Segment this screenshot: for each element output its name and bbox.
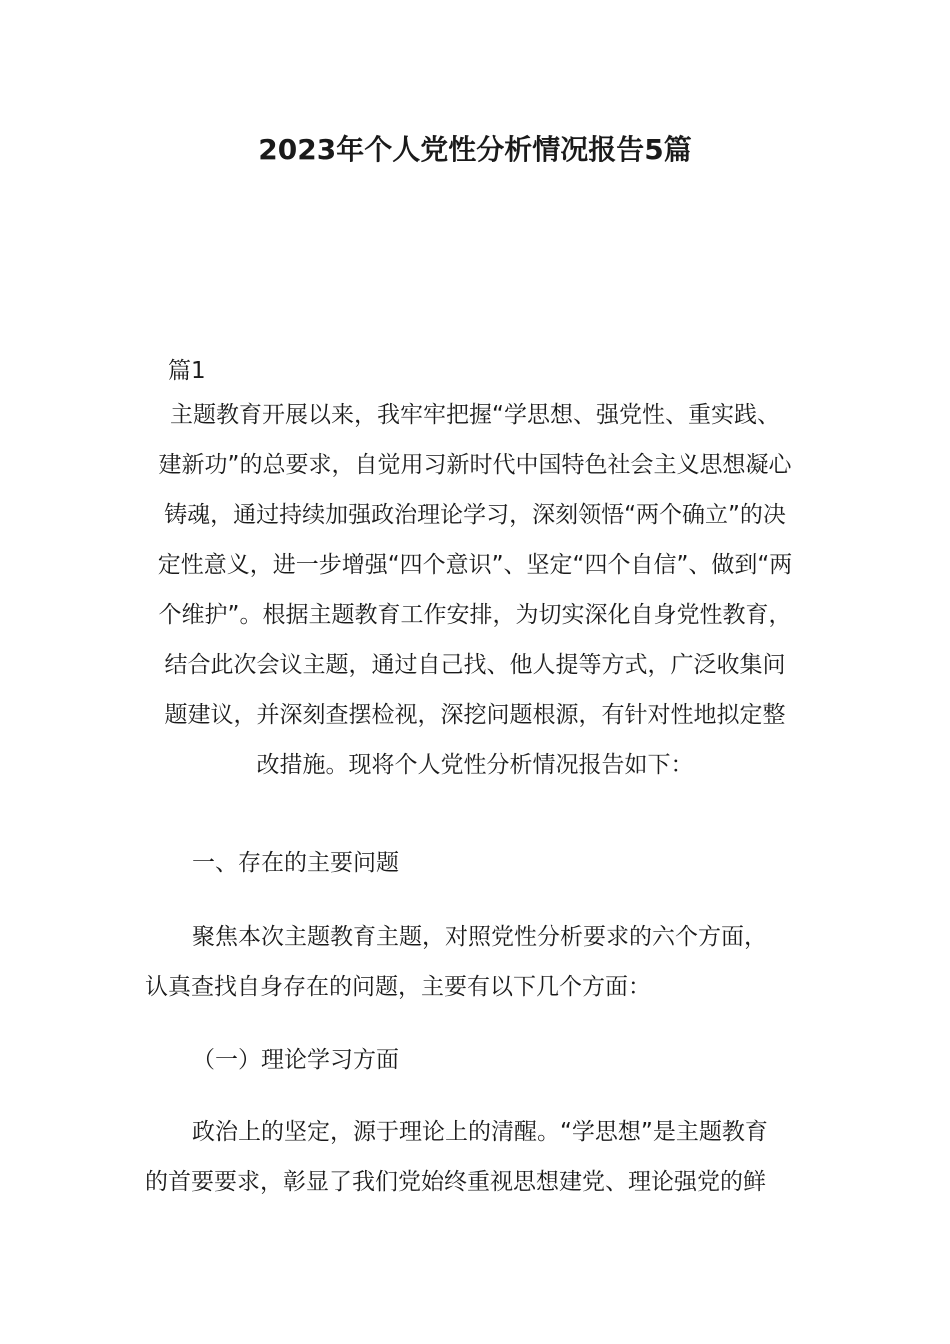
- para-3-line-1: 政治上的坚定，源于理论上的清醒。“学思想”是主题教育: [192, 1119, 768, 1145]
- subheading: （一）理论学习方面: [192, 1047, 399, 1073]
- intro-line-8: 改措施。现将个人党性分析情况报告如下：: [256, 752, 694, 778]
- document-title: 2023年个人党性分析情况报告5篇: [258, 133, 692, 166]
- para-3-line-2: 的首要要求，彰显了我们党始终重视思想建党、理论强党的鲜: [145, 1169, 766, 1195]
- intro-line-4: 定性意义，进一步增强“四个意识”、坚定“四个自信”、做到“两: [157, 552, 793, 578]
- intro-line-6: 结合此次会议主题，通过自己找、他人提等方式，广泛收集问: [164, 652, 786, 678]
- section-label: 篇1: [168, 358, 206, 384]
- intro-line-1: 主题教育开展以来，我牢牢把握“学思想、强党性、重实践、: [170, 402, 780, 428]
- intro-line-2: 建新功”的总要求，自觉用习新时代中国特色社会主义思想凝心: [158, 452, 792, 478]
- intro-line-7: 题建议，并深刻查摆检视，深挖问题根源，有针对性地拟定整: [164, 702, 786, 728]
- para-2-line-1: 聚焦本次主题教育主题，对照党性分析要求的六个方面，: [192, 924, 767, 950]
- intro-line-5: 个维护”。根据主题教育工作安排，为切实深化自身党性教育，: [158, 602, 792, 628]
- section-heading: 一、存在的主要问题: [192, 850, 399, 876]
- para-2-line-2: 认真查找自身存在的问题，主要有以下几个方面：: [145, 974, 651, 1000]
- intro-line-3: 铸魂，通过持续加强政治理论学习，深刻领悟“两个确立”的决: [164, 502, 786, 528]
